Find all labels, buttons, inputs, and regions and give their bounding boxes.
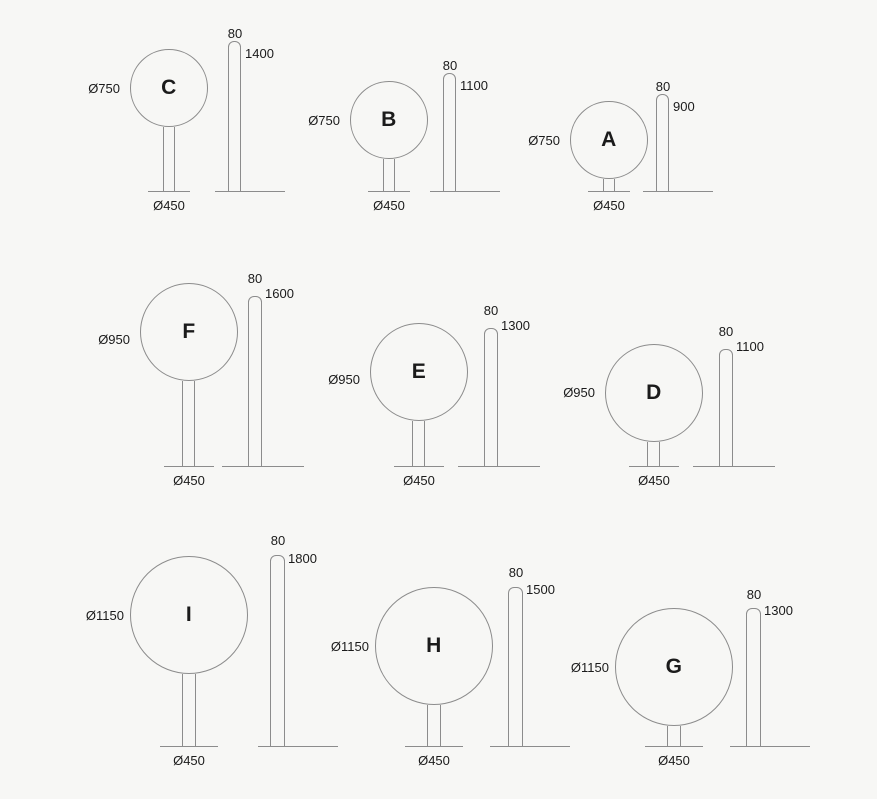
baseline-f — [164, 466, 214, 467]
side-stem-i — [270, 694, 285, 746]
width-label-a: 80 — [655, 79, 671, 94]
base-label-e: Ø450 — [403, 473, 435, 488]
base-label-i: Ø450 — [173, 753, 205, 768]
diameter-label-h: Ø1150 — [330, 639, 369, 654]
diameter-label-f: Ø950 — [98, 332, 130, 347]
variant-letter-f: F — [182, 320, 196, 343]
height-label-g: 1300 — [764, 603, 793, 618]
mirror-circle-a — [570, 101, 648, 179]
mirror-circle-i — [130, 556, 248, 674]
variant-letter-h: H — [426, 634, 442, 657]
baseline-i — [160, 746, 218, 747]
height-label-h: 1500 — [526, 582, 555, 597]
height-label-f: 1600 — [265, 286, 294, 301]
side-baseline-h — [490, 746, 570, 747]
height-label-d: 1100 — [736, 339, 764, 354]
baseline-g — [645, 746, 703, 747]
height-label-c: 1400 — [245, 46, 274, 61]
baseline-c — [148, 191, 190, 192]
variant-letter-b: B — [381, 108, 397, 131]
base-label-a: Ø450 — [593, 198, 625, 213]
side-baseline-c — [215, 191, 285, 192]
mirror-circle-e — [370, 323, 468, 421]
stem-d — [647, 442, 660, 466]
side-stem-g — [746, 694, 761, 746]
height-label-a: 900 — [673, 99, 695, 114]
stem-e — [412, 421, 425, 466]
variant-letter-e: E — [411, 360, 427, 383]
baseline-h — [405, 746, 463, 747]
baseline-e — [394, 466, 444, 467]
variant-letter-d: D — [646, 381, 662, 404]
side-stem-c — [228, 150, 241, 191]
side-baseline-b — [430, 191, 500, 192]
variant-letter-a: A — [601, 128, 617, 151]
baseline-d — [629, 466, 679, 467]
variant-letter-c: C — [161, 76, 177, 99]
width-label-i: 80 — [270, 533, 286, 548]
diameter-label-g: Ø1150 — [570, 660, 609, 675]
base-label-h: Ø450 — [418, 753, 450, 768]
base-label-c: Ø450 — [153, 198, 185, 213]
width-label-b: 80 — [442, 58, 458, 73]
side-stem-d — [719, 420, 733, 466]
side-baseline-e — [458, 466, 540, 467]
stem-a — [603, 179, 615, 191]
base-label-b: Ø450 — [373, 198, 405, 213]
width-label-e: 80 — [483, 303, 499, 318]
side-baseline-d — [693, 466, 775, 467]
diameter-label-b: Ø750 — [308, 113, 340, 128]
base-label-d: Ø450 — [638, 473, 670, 488]
mirror-circle-c — [130, 49, 208, 127]
variant-letter-g: G — [665, 655, 683, 678]
width-label-h: 80 — [508, 565, 524, 580]
stem-i — [182, 674, 196, 746]
baseline-a — [588, 191, 630, 192]
side-stem-b — [443, 150, 456, 191]
width-label-d: 80 — [718, 324, 734, 339]
diameter-label-d: Ø950 — [563, 385, 595, 400]
stem-h — [427, 705, 441, 746]
width-label-g: 80 — [746, 587, 762, 602]
variant-letter-i: I — [185, 603, 193, 626]
stem-b — [383, 159, 395, 191]
baseline-b — [368, 191, 410, 192]
diameter-label-i: Ø1150 — [85, 608, 124, 623]
mirror-circle-h — [375, 587, 493, 705]
stem-c — [163, 127, 175, 191]
side-stem-h — [508, 694, 523, 746]
height-label-b: 1100 — [460, 78, 488, 93]
mirror-circle-g — [615, 608, 733, 726]
side-stem-e — [484, 420, 498, 466]
width-label-c: 80 — [227, 26, 243, 41]
side-baseline-i — [258, 746, 338, 747]
mirror-circle-f — [140, 283, 238, 381]
mirror-circle-b — [350, 81, 428, 159]
base-label-f: Ø450 — [173, 473, 205, 488]
base-label-g: Ø450 — [658, 753, 690, 768]
diameter-label-c: Ø750 — [88, 81, 120, 96]
width-label-f: 80 — [247, 271, 263, 286]
height-label-i: 1800 — [288, 551, 317, 566]
stem-f — [182, 381, 195, 466]
stem-g — [667, 726, 681, 746]
side-stem-a — [656, 150, 669, 191]
side-stem-f — [248, 420, 262, 466]
side-baseline-a — [643, 191, 713, 192]
diameter-label-a: Ø750 — [528, 133, 560, 148]
mirror-circle-d — [605, 344, 703, 442]
side-baseline-f — [222, 466, 304, 467]
height-label-e: 1300 — [501, 318, 530, 333]
diameter-label-e: Ø950 — [328, 372, 360, 387]
side-baseline-g — [730, 746, 810, 747]
